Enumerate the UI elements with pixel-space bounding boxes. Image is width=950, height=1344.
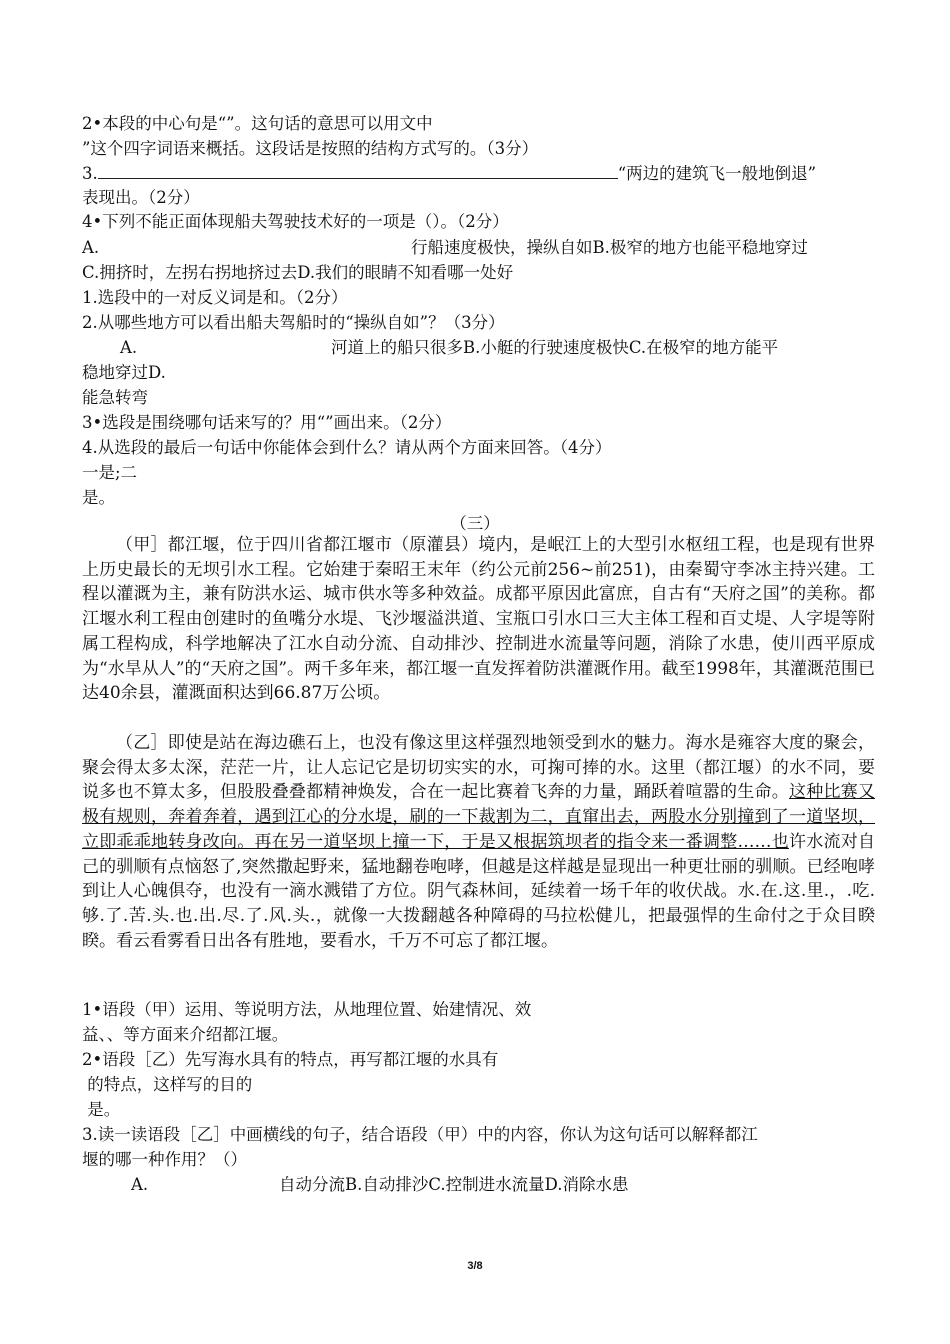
question-c1-line-2: 益、、等方面来介绍都江堰。 — [82, 1025, 289, 1044]
question-2-line-2: ”这个四字词语来概括。这段话是按照的结构方式写的。（3分） — [82, 139, 539, 158]
question-c2-line-3: 是。 — [82, 1100, 121, 1119]
question-3-number: 3. — [82, 164, 98, 183]
underlined-sentence: 这种比赛又极有规则，奔着奔着，遇到江心的分水堤，刷的一下裁割为二，直窜出去，两股水分别撞到了一道坚坝，立即乖乖地转身改向。再在另一道坚坝上撞一下，于是又根据筑坝者的指令来一番调整……也 — [82, 782, 876, 852]
section-heading: （三） — [450, 514, 500, 533]
question-4-options-cd: C.拥挤时，左拐右拐地挤过去D.我们的眼睛不知看哪一处好 — [82, 263, 514, 282]
question-2-line-1: 2•本段的中心句是“”。这句话的意思可以用文中 — [82, 114, 433, 133]
question-b2-options-cont-1: 稳地穿过D. — [82, 363, 166, 382]
question-b4-answer-1: 一是;二 — [82, 463, 138, 482]
passage-yi — [82, 731, 875, 953]
question-c3-line-1: 3.读一读语段［乙］中画横线的句子，结合语段（甲）中的内容，你认为这句话可以解释都江 — [82, 1125, 758, 1144]
question-b1: 1.选段中的一对反义词是和。（2分） — [82, 288, 348, 307]
dotted-emphasis-text: 水.在.这.里.，.吃.够.了.苦.头.也.出.尽.了.风.头. — [82, 881, 875, 926]
question-4-option-a-label: A. — [82, 238, 100, 257]
page-number: 3/8 — [467, 1260, 483, 1272]
question-3-line-2: 表现出。（2分） — [82, 188, 200, 207]
question-b4-answer-2: 是。 — [82, 488, 115, 507]
answer-blank — [98, 164, 618, 179]
question-c2-line-2: 的特点，这样写的目的 — [82, 1075, 253, 1094]
question-b3: 3•选段是围绕哪句话来写的？用“”画出来。（2分） — [82, 413, 452, 432]
passage-jia: （甲］都江堰，位于四川省都江堰市（原灌县）境内，是岷江上的大型引水枢纽工程，也是现有世界上历史最长的无坝引水工程。它始建于秦昭王末年（约公元前256~前251)，由秦蜀守李冰主持兴建。工程以灌溉为主，兼有防洪水运、城市供水等多种效益。成都平原因此富庶，自古有“天府之国”的美称。都江堰水利工程由创建时的鱼嘴分水堤、飞沙堰溢洪道、宝瓶口引水口三大主体工程和百丈堤、人字堤等附属工程构成，科学地解决了江水自动分流、自动排沙、控制进水流量等问题，消除了水患，使川西平原成为“水旱从人”的“天府之国”。两千多年来，都江堰一直发挥着防洪灌溉作用。截至1998年，其灌溉范围已达40余县，灌溉面积达到66.87万公顷。 — [82, 535, 875, 704]
question-b2-options: 河道上的船只很多B.小艇的行驶速度极快C.在极窄的地方能平 — [331, 338, 779, 357]
question-b2: 2.从哪些地方可以看出船夫驾船时的“操纵自如”？（3分） — [82, 313, 505, 332]
question-b4: 4.从选段的最后一句话中你能体会到什么？请从两个方面来回答。（4分） — [82, 438, 612, 457]
question-4-options-ab: 行船速度极快，操纵自如B.极窄的地方也能平稳地穿过 — [411, 238, 808, 257]
question-3-line-1 — [82, 162, 816, 186]
question-c1-line-1: 1•语段（甲）运用、等说明方法，从地理位置、始建情况、效 — [82, 1000, 532, 1019]
question-c3-line-2: 堰的哪一种作用？（） — [82, 1150, 247, 1169]
passage-yi-part-1: （乙］即使是站在海边礁石上，也没有像这里这样强烈地领受到水的魅力。海水是雍容大度的聚会，聚会得太多太深，茫茫一片，让人忘记它是切切实实的水，可掬可捧的水。这里（都江堰）的水不同，要说多也不算太多，但股股叠叠都精神焕发，合在一起比赛着飞奔的力量，踊跃着喧嚣的生命。 — [82, 733, 875, 803]
question-c2-line-1: 2•语段［乙）先写海水具有的特点，再写都江堰的水具有 — [82, 1050, 499, 1069]
question-b2-option-a-label: A. — [120, 338, 138, 357]
question-c3-option-a-label: A. — [131, 1175, 149, 1194]
passage-yi-part-2: 许水流对自己的驯顺有点恼怒了,突然撒起野来，猛地翻卷咆哮，但越是这样越是显现出一种更壮丽的驯顺。已经咆哮到让人心魄俱夺，也没有一滴水溅错了方位。阴气森林间，延续着一场千年的收伏战。 — [82, 831, 875, 902]
question-4-line-1: 4•下列不能正面体现船夫驾驶技术好的一项是（）。（2分） — [82, 212, 509, 231]
question-c3-options: 自动分流B.自动排沙C.控制进水流量D.消除水患 — [279, 1175, 629, 1194]
question-3-quote: “两边的建筑飞一般地倒退” — [617, 164, 817, 183]
question-b2-options-cont-2: 能急转弯 — [82, 388, 148, 407]
passage-yi-part-3: ，就像一大拨翻越各种障碍的马拉松健儿，把最强悍的生命付之于众目睽睽。看云看雾看日出各有胜地，要看水，千万不可忘了都江堰。 — [82, 905, 875, 951]
